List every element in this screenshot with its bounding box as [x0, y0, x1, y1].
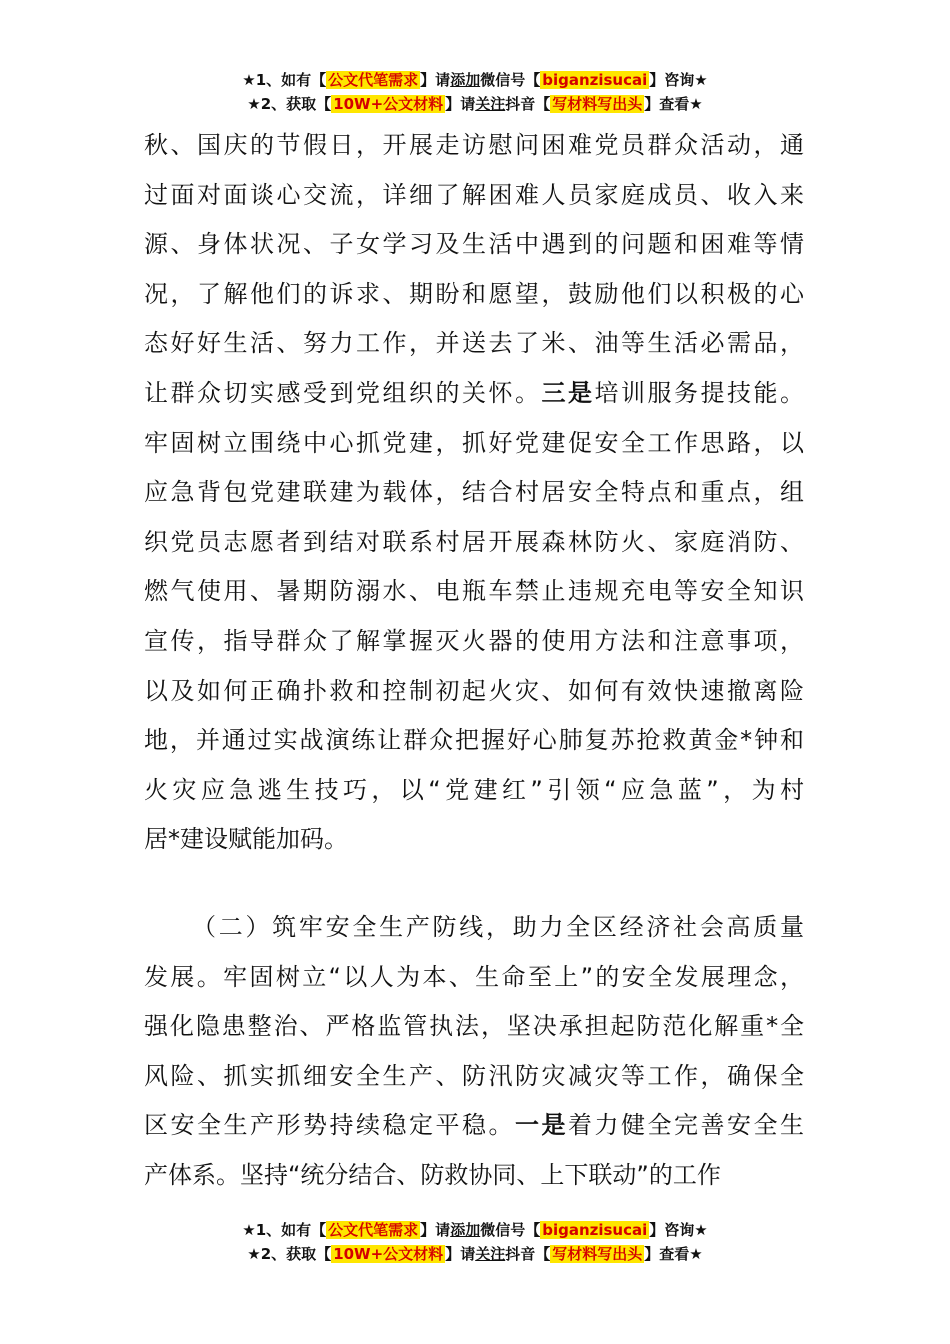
text-segment: 区安全生产形势持续稳定平稳。 — [144, 1111, 515, 1140]
text-line: 牢固树立围绕中心抓党建，抓好党建促安全工作思路，以 — [144, 428, 804, 457]
banner-line-1 — [0, 1218, 950, 1242]
banner-underlined-text: 添加 — [450, 1221, 481, 1239]
text-line: 宣传，指导群众了解掌握灭火器的使用方法和注意事项， — [144, 626, 804, 655]
text-line: 火灾应急逃生技巧，以“党建红”引领“应急蓝”，为村 — [144, 775, 804, 804]
banner-underlined-text: 添加 — [450, 71, 481, 89]
text-line: 况，了解他们的诉求、期盼和愿望，鼓励他们以积极的心 — [144, 279, 804, 308]
text-line: 态好好生活、努力工作，并送去了米、油等生活必需品， — [144, 329, 804, 358]
banner-text: 】请 — [420, 71, 451, 89]
banner-text: 】请 — [445, 1245, 476, 1263]
banner-text: 微信号【 — [480, 71, 541, 89]
banner-text: ★1、如有【 — [242, 71, 327, 89]
banner-highlight: 10W+公文材料 — [333, 1245, 444, 1263]
bold-lead: 三是 — [541, 378, 595, 407]
text-line — [144, 1101, 804, 1151]
banner-highlight: 公文代笔需求 — [328, 1221, 419, 1239]
paragraph-2 — [144, 903, 804, 1201]
text-line: 应急背包党建联建为载体，结合村居安全特点和重点，组 — [144, 478, 804, 507]
text-line: 织党员志愿者到结对联系村居开展森林防火、家庭消防、 — [144, 527, 804, 556]
banner-text: 】请 — [420, 1221, 451, 1239]
banner-wechat-id: biganzisucai — [542, 71, 648, 89]
banner-douyin-id: 写材料写出头 — [552, 95, 643, 113]
text-segment: 让群众切实感受到党组织的关怀。 — [144, 378, 542, 407]
banner-underlined-text: 关注 — [475, 1245, 506, 1263]
banner-underlined-text: 关注 — [475, 95, 506, 113]
banner-text: 】咨询★ — [649, 71, 708, 89]
banner-text: 】查看★ — [644, 95, 703, 113]
text-segment: 着力健全完善安全生 — [568, 1111, 804, 1140]
banner-wechat-id: biganzisucai — [542, 1221, 648, 1239]
banner-text: 微信号【 — [480, 1221, 541, 1239]
footer-banner — [0, 1218, 950, 1266]
text-line: 过面对面谈心交流，详细了解困难人员家庭成员、收入来 — [144, 180, 804, 209]
text-line: 产体系。坚持“统分结合、防救协同、上下联动”的工作 — [144, 1160, 721, 1189]
text-line: 秋、国庆的节假日，开展走访慰问困难党员群众活动，通 — [144, 131, 804, 159]
banner-line-2 — [0, 92, 950, 116]
text-line: 风险、抓实抓细安全生产、防汛防灾减灾等工作，确保全 — [144, 1061, 804, 1090]
banner-text: ★1、如有【 — [242, 1221, 327, 1239]
banner-line-1 — [0, 68, 950, 92]
text-line: 居*建设赋能加码。 — [144, 825, 348, 854]
text-line: 发展。牢固树立“以人为本、生命至上”的安全发展理念， — [144, 962, 804, 991]
section-heading-line: （二）筑牢安全生产防线，助力全区经济社会高质量 — [192, 913, 804, 941]
banner-text: 抖音【 — [505, 1245, 551, 1263]
text-line: 地，并通过实战演练让群众把握好心肺复苏抢救黄金*钟和 — [144, 726, 804, 755]
text-line: 以及如何正确扑救和控制初起火灾、如何有效快速撤离险 — [144, 676, 804, 705]
text-line — [144, 369, 804, 419]
banner-highlight: 公文代笔需求 — [328, 71, 419, 89]
text-segment: 培训服务提技能。 — [594, 378, 804, 407]
bold-lead: 一是 — [515, 1111, 568, 1140]
text-line: 强化隐患整治、严格监管执法，坚决承担起防范化解重*全 — [144, 1012, 804, 1041]
banner-text: ★2、获取【 — [247, 95, 332, 113]
banner-text: 】请 — [445, 95, 476, 113]
text-line: 燃气使用、暑期防溺水、电瓶车禁止违规充电等安全知识 — [144, 577, 804, 606]
banner-highlight: 10W+公文材料 — [333, 95, 444, 113]
paragraph-1 — [144, 121, 804, 865]
banner-text: ★2、获取【 — [247, 1245, 332, 1263]
header-banner — [0, 68, 950, 116]
banner-line-2 — [0, 1242, 950, 1266]
banner-text: 抖音【 — [505, 95, 551, 113]
text-line: 源、身体状况、子女学习及生活中遇到的问题和困难等情 — [144, 230, 804, 259]
banner-text: 】查看★ — [644, 1245, 703, 1263]
banner-text: 】咨询★ — [649, 1221, 708, 1239]
banner-douyin-id: 写材料写出头 — [552, 1245, 643, 1263]
